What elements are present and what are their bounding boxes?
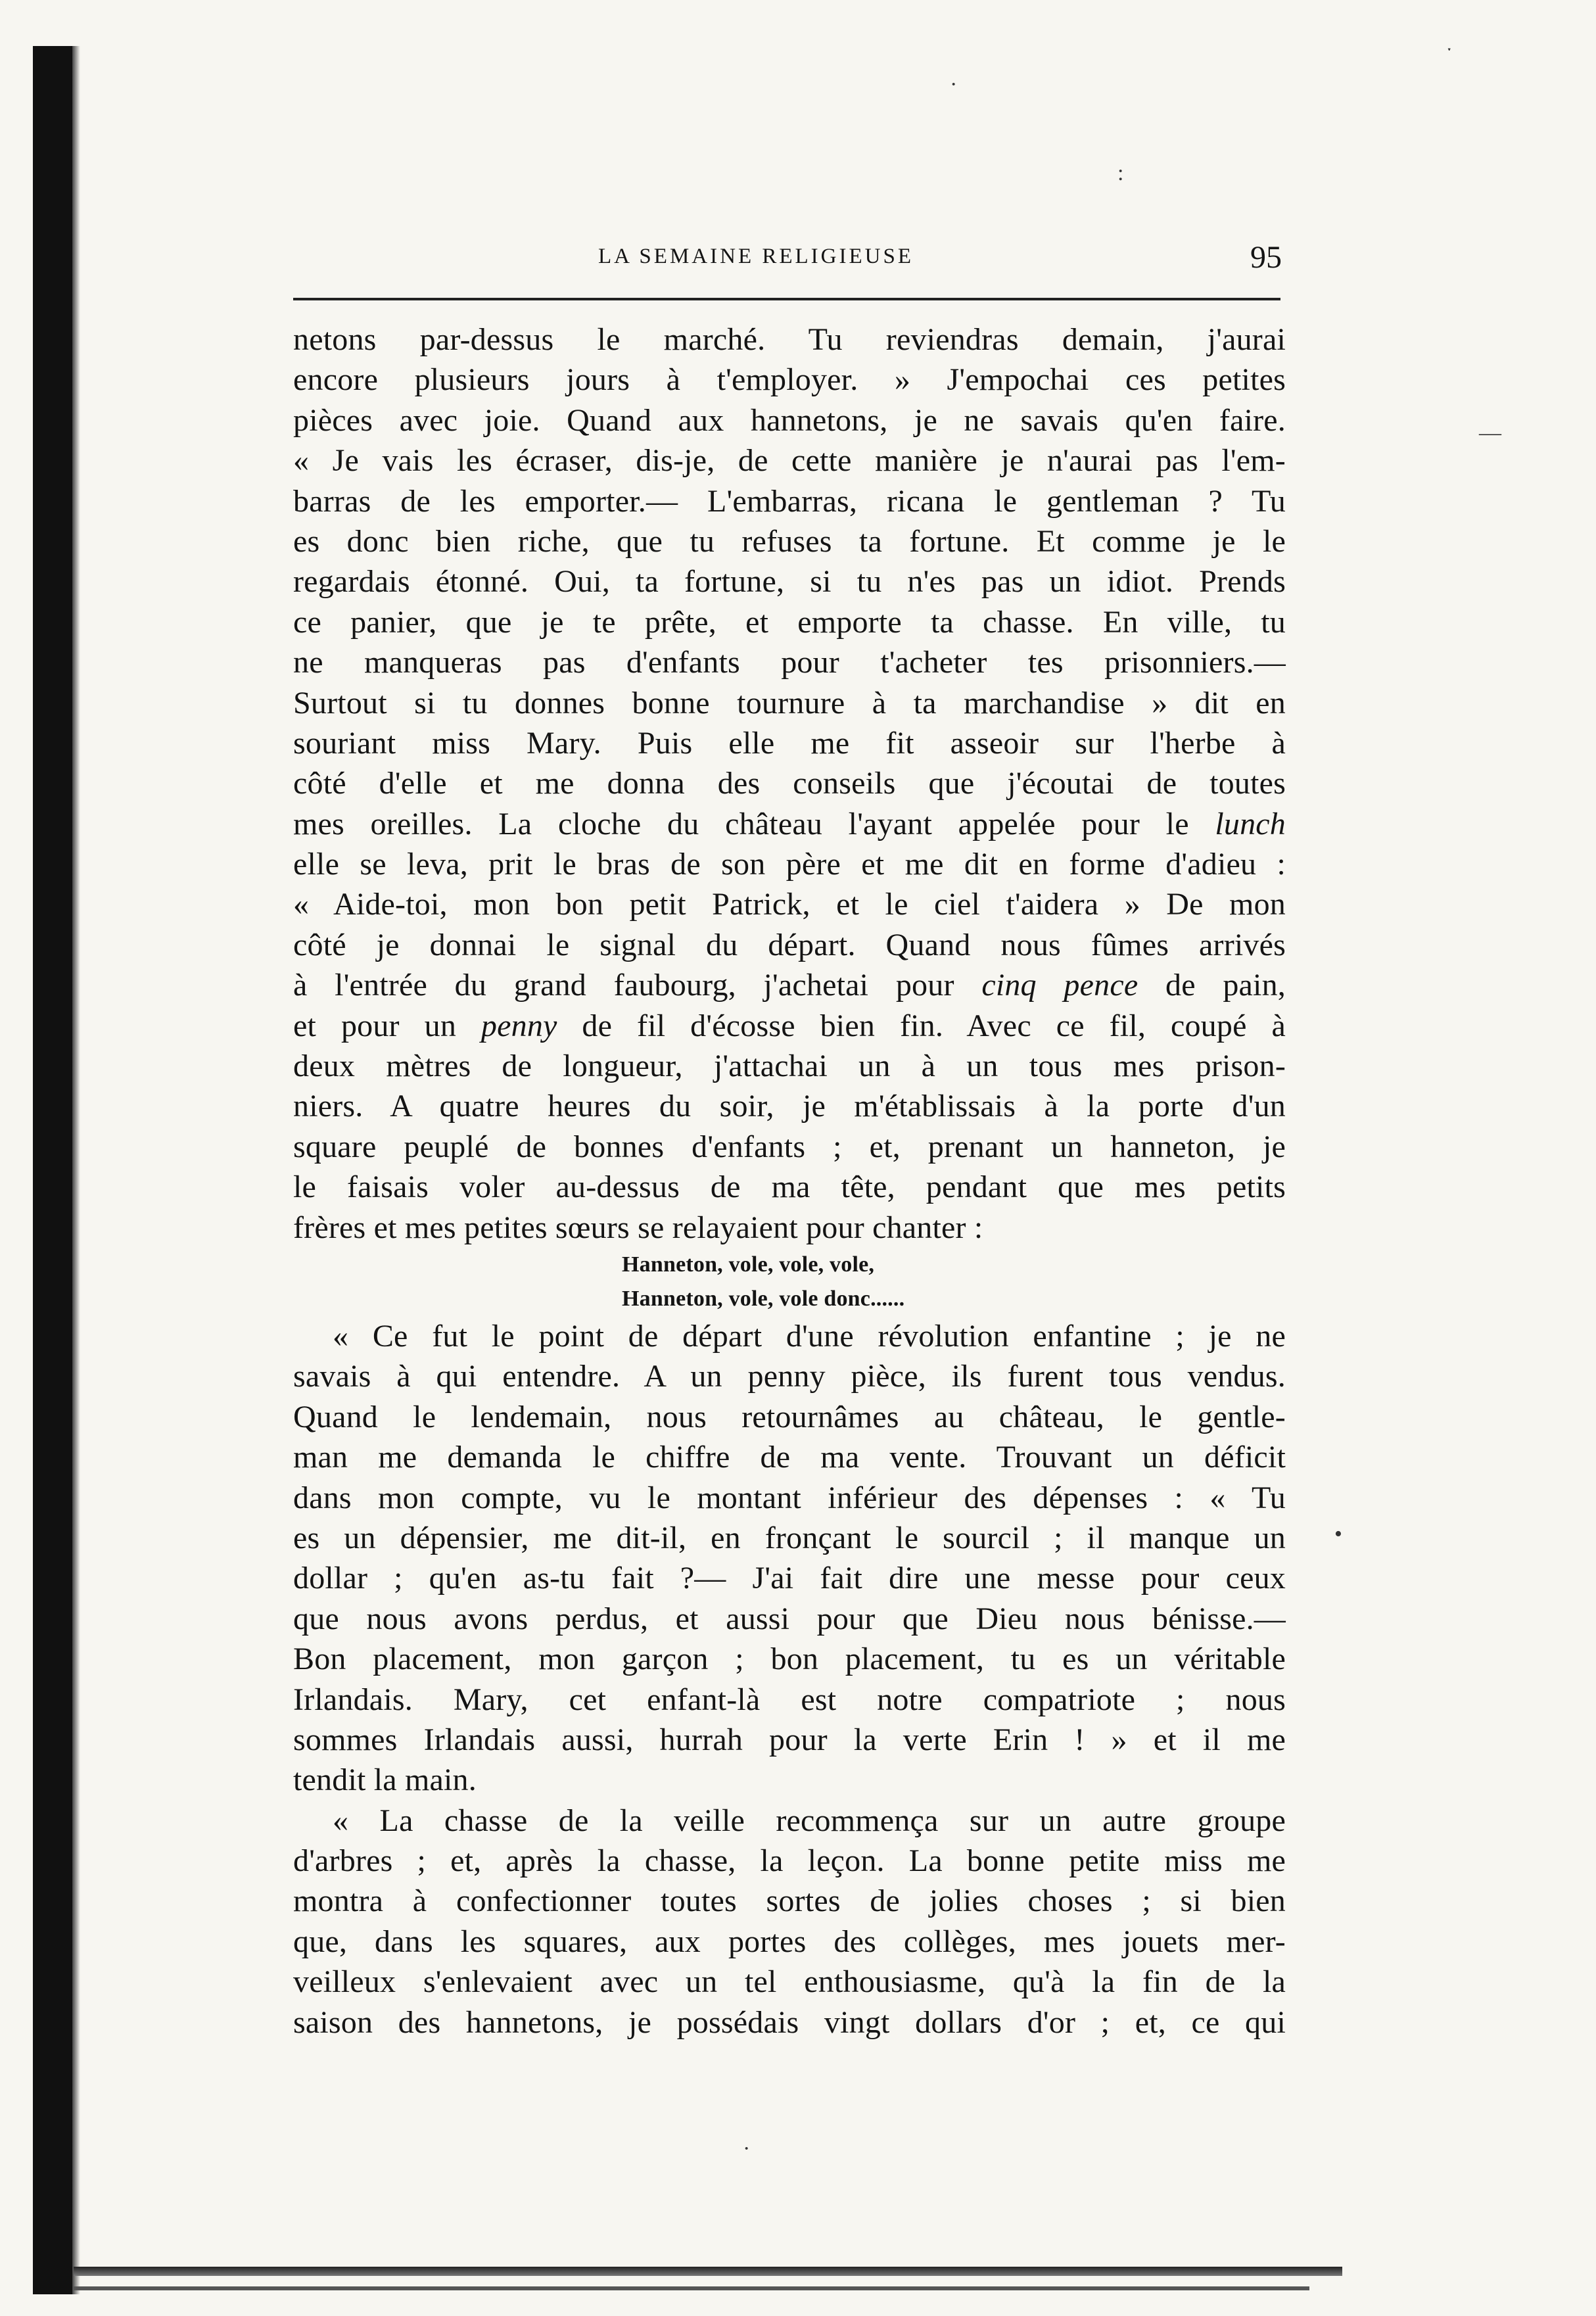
text-line: regardais étonné. Oui, ta fortune, si tu n'es pas un idiot. Prends	[293, 564, 1286, 600]
text-line: côté d'elle et me donna des conseils que j'écoutai de toutes	[293, 766, 1286, 801]
page-number: 95	[1250, 240, 1282, 275]
text-line: le faisais voler au-dessus de ma tête, pendant que mes petits	[293, 1170, 1286, 1205]
text-line: « Aide-toi, mon bon petit Patrick, et le ciel t'aidera » De mon	[293, 887, 1286, 922]
scan-speck: —	[1479, 421, 1501, 445]
text-line: ce panier, que je te prête, et emporte ta chasse. En ville, tu	[293, 604, 1286, 640]
text-line: que nous avons perdus, et aussi pour que Dieu nous bénisse.—	[293, 1601, 1286, 1636]
text-line: frères et mes petites sœurs se relayaient pour chanter :	[293, 1210, 983, 1245]
text-line: Irlandais. Mary, cet enfant-là est notre compatriote ; nous	[293, 1682, 1286, 1717]
text-line: dollar ; qu'en as-tu fait ?— J'ai fait dire une messe pour ceux	[293, 1561, 1286, 1596]
text-line: « Ce fut le point de départ d'une révolution enfantine ; je ne	[333, 1318, 1286, 1354]
text-line: netons par-dessus le marché. Tu reviendras demain, j'aurai	[293, 322, 1286, 357]
text-line: pièces avec joie. Quand aux hannetons, je ne savais qu'en faire.	[293, 402, 1286, 438]
scan-binding-edge	[72, 46, 80, 2294]
scan-bottom-shadow	[74, 2267, 1342, 2276]
scan-speck: ·	[950, 72, 958, 97]
scan-bottom-line	[74, 2286, 1309, 2290]
scan-speck: •	[1334, 1522, 1342, 1546]
text-line: veilleux s'enlevaient avec un tel enthousiasme, qu'à la fin de la	[293, 1964, 1286, 2000]
text-line: à l'entrée du grand faubourg, j'achetai pour cinq pence de pain,	[293, 968, 1286, 1003]
running-title: LA SEMAINE RELIGIEUSE	[598, 245, 914, 268]
text-line: sommes Irlandais aussi, hurrah pour la verte Erin ! » et il me	[293, 1722, 1286, 1757]
scan-speck: ·	[743, 2137, 751, 2161]
text-line: dans mon compte, vu le montant inférieur des dépenses : « Tu	[293, 1480, 1286, 1515]
text-line: « Je vais les écraser, dis-je, de cette manière je n'aurai pas l'em-	[293, 443, 1286, 479]
text-line: « La chasse de la veille recommença sur un autre groupe	[333, 1803, 1286, 1838]
text-line: deux mètres de longueur, j'attachai un à un tous mes prison-	[293, 1049, 1286, 1084]
text-line: côté je donnai le signal du départ. Quand nous fûmes arrivés	[293, 927, 1286, 962]
text-line: Surtout si tu donnes bonne tournure à ta marchandise » dit en	[293, 685, 1286, 721]
text-line: mes oreilles. La cloche du château l'ayant appelée pour le lunch	[293, 806, 1286, 841]
text-line: Bon placement, mon garçon ; bon placement, tu es un véritable	[293, 1642, 1286, 1677]
text-line: Quand le lendemain, nous retournâmes au château, le gentle-	[293, 1399, 1286, 1434]
header-rule	[293, 298, 1280, 300]
text-line: niers. A quatre heures du soir, je m'établissais à la porte d'un	[293, 1089, 1286, 1124]
page-header	[289, 240, 1282, 287]
scan-speck: :	[1117, 161, 1124, 185]
text-line: es donc bien riche, que tu refuses ta fortune. Et comme je le	[293, 523, 1286, 559]
text-line: saison des hannetons, je possédais vingt dollars d'or ; et, ce qui	[293, 2004, 1286, 2040]
text-line: que, dans les squares, aux portes des collèges, mes jouets mer-	[293, 1924, 1286, 1959]
text-line: souriant miss Mary. Puis elle me fit asseoir sur l'herbe à	[293, 725, 1286, 761]
text-line: ne manqueras pas d'enfants pour t'acheter tes prisonniers.—	[293, 645, 1286, 680]
scan-binding-shadow	[33, 46, 74, 2294]
text-line: man me demanda le chiffre de ma vente. Trouvant un déficit	[293, 1440, 1286, 1475]
text-line: d'arbres ; et, après la chasse, la leçon. La bonne petite miss me	[293, 1843, 1286, 1879]
scan-speck: ˑ	[1446, 39, 1453, 64]
verse-line: Hanneton, vole, vole donc......	[622, 1286, 905, 1311]
text-line: et pour un penny de fil d'écosse bien fin. Avec ce fil, coupé à	[293, 1008, 1286, 1043]
text-line: elle se leva, prit le bras de son père et me dit en forme d'adieu :	[293, 847, 1286, 882]
text-line: montra à confectionner toutes sortes de jolies choses ; si bien	[293, 1883, 1286, 1919]
text-line: es un dépensier, me dit-il, en fronçant le sourcil ; il manque un	[293, 1520, 1286, 1555]
text-line: savais à qui entendre. A un penny pièce, ils furent tous vendus.	[293, 1359, 1286, 1394]
verse-line: Hanneton, vole, vole, vole,	[622, 1252, 875, 1277]
text-line: tendit la main.	[293, 1762, 477, 1798]
text-line: square peuplé de bonnes d'enfants ; et, prenant un hanneton, je	[293, 1129, 1286, 1164]
text-line: barras de les emporter.— L'embarras, ricana le gentleman ? Tu	[293, 483, 1286, 519]
text-line: encore plusieurs jours à t'employer. » J'empochai ces petites	[293, 362, 1286, 398]
body-text	[293, 319, 1286, 2043]
